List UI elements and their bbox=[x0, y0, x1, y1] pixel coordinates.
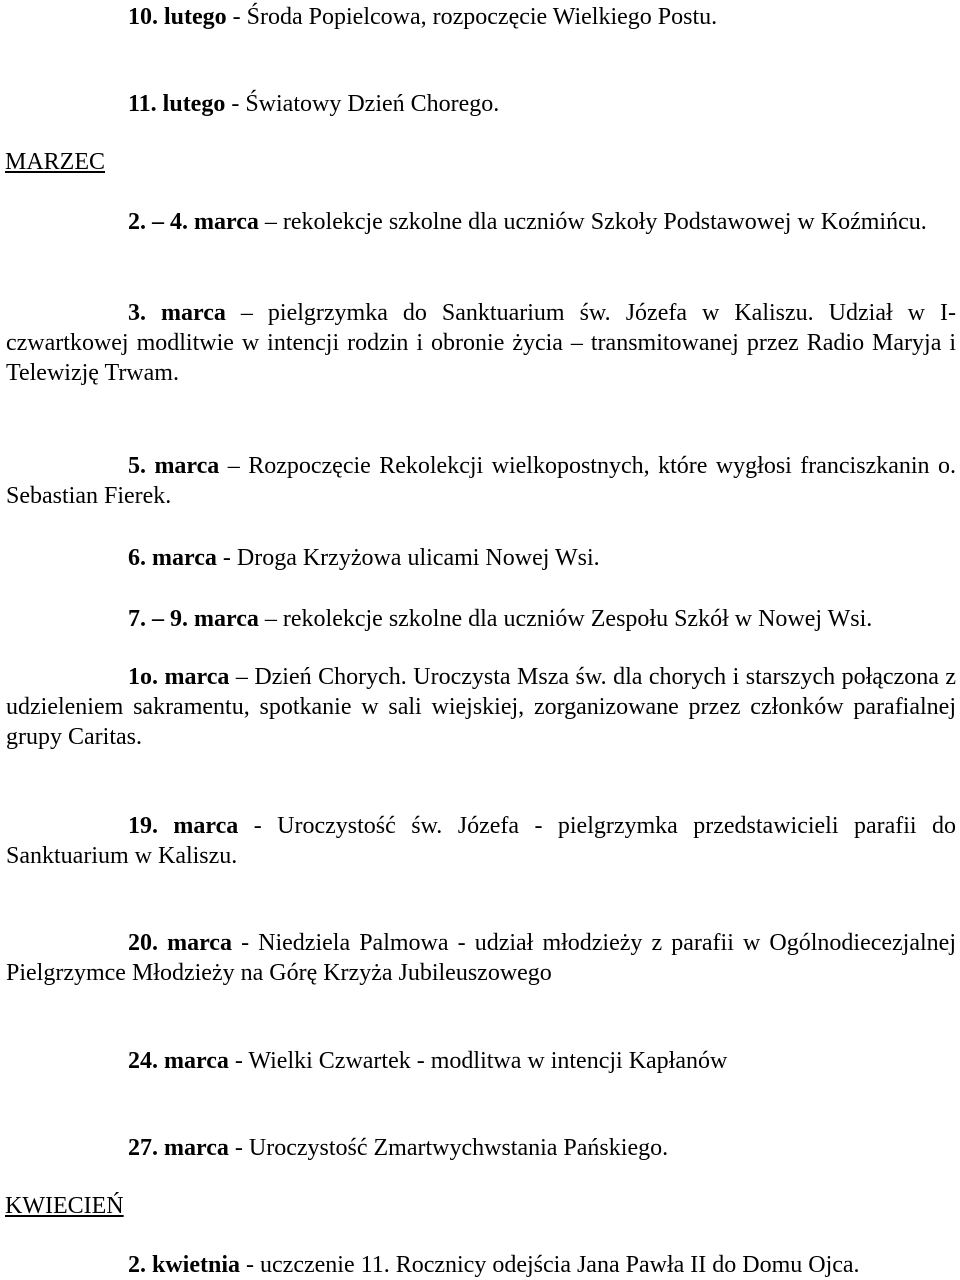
event-date: 7. – 9. marca bbox=[128, 606, 259, 632]
event-text: – Rozpoczęcie Rekolekcji wielkopostnych, które wygłosi franciszkanin o. Sebastian Fierek. bbox=[6, 453, 956, 509]
event-date: 27. marca bbox=[128, 1135, 229, 1161]
event-paragraph bbox=[6, 811, 956, 871]
event-date: 10. lutego bbox=[128, 4, 227, 30]
event-paragraph bbox=[128, 604, 956, 634]
event-paragraph bbox=[128, 1250, 956, 1280]
event-text: – pielgrzymka do Sanktuarium św. Józefa w Kaliszu. Udział w I-czwartkowej modlitwie w intencji rodzin i obronie życia – transmitowanej przez Radio Maryja i Telewizję Trwam. bbox=[6, 300, 956, 386]
event-date: 3. marca bbox=[128, 300, 226, 326]
event-date: 24. marca bbox=[128, 1048, 229, 1074]
event-text: – Dzień Chorych. Uroczysta Msza św. dla chorych i starszych połączona z udzieleniem sakramentu, spotkanie w sali wiejskiej, zorganizowane przez członków parafialnej grupy Caritas. bbox=[6, 664, 956, 750]
event-date: 1o. marca bbox=[128, 664, 230, 690]
event-text: - Uroczystość Zmartwychwstania Pańskiego. bbox=[228, 1135, 669, 1161]
event-text: - Uroczystość św. Józefa - pielgrzymka przedstawicieli parafii do Sanktuarium w Kaliszu. bbox=[6, 813, 956, 869]
event-paragraph bbox=[6, 662, 956, 752]
event-date: 2. kwietnia bbox=[128, 1252, 241, 1278]
event-date: 2. – 4. marca bbox=[128, 209, 259, 235]
event-date: 11. lutego bbox=[128, 91, 226, 117]
month-heading-march: MARZEC bbox=[5, 149, 106, 175]
month-heading-april: KWIECIEŃ bbox=[5, 1193, 124, 1219]
event-text: - Światowy Dzień Chorego. bbox=[225, 91, 500, 117]
event-paragraph bbox=[128, 2, 956, 32]
event-paragraph bbox=[128, 89, 956, 119]
event-text: – rekolekcje szkolne dla uczniów Zespołu Szkół w Nowej Wsi. bbox=[258, 606, 873, 632]
event-date: 20. marca bbox=[128, 930, 232, 956]
event-paragraph bbox=[6, 928, 956, 988]
event-paragraph bbox=[6, 451, 956, 511]
event-paragraph bbox=[6, 298, 956, 388]
event-date: 19. marca bbox=[128, 813, 239, 839]
event-paragraph bbox=[6, 207, 956, 237]
event-text: - uczczenie 11. Rocznicy odejścia Jana Pawła II do Domu Ojca. bbox=[240, 1252, 860, 1278]
event-paragraph bbox=[128, 1046, 956, 1076]
event-paragraph bbox=[128, 1133, 956, 1163]
event-text: - Środa Popielcowa, rozpoczęcie Wielkiego Postu. bbox=[226, 4, 718, 30]
event-date: 6. marca bbox=[128, 545, 217, 571]
event-paragraph bbox=[128, 543, 956, 573]
event-text: - Wielki Czwartek - modlitwa w intencji Kapłanów bbox=[228, 1048, 728, 1074]
event-date: 5. marca bbox=[128, 453, 220, 479]
event-text: – rekolekcje szkolne dla uczniów Szkoły Podstawowej w Koźmińcu. bbox=[258, 209, 927, 235]
event-text: - Droga Krzyżowa ulicami Nowej Wsi. bbox=[216, 545, 600, 571]
event-text: - Niedziela Palmowa - udział młodzieży z parafii w Ogólnodiecezjalnej Pielgrzymce Młodzieży na Górę Krzyża Jubileuszowego bbox=[6, 930, 956, 986]
